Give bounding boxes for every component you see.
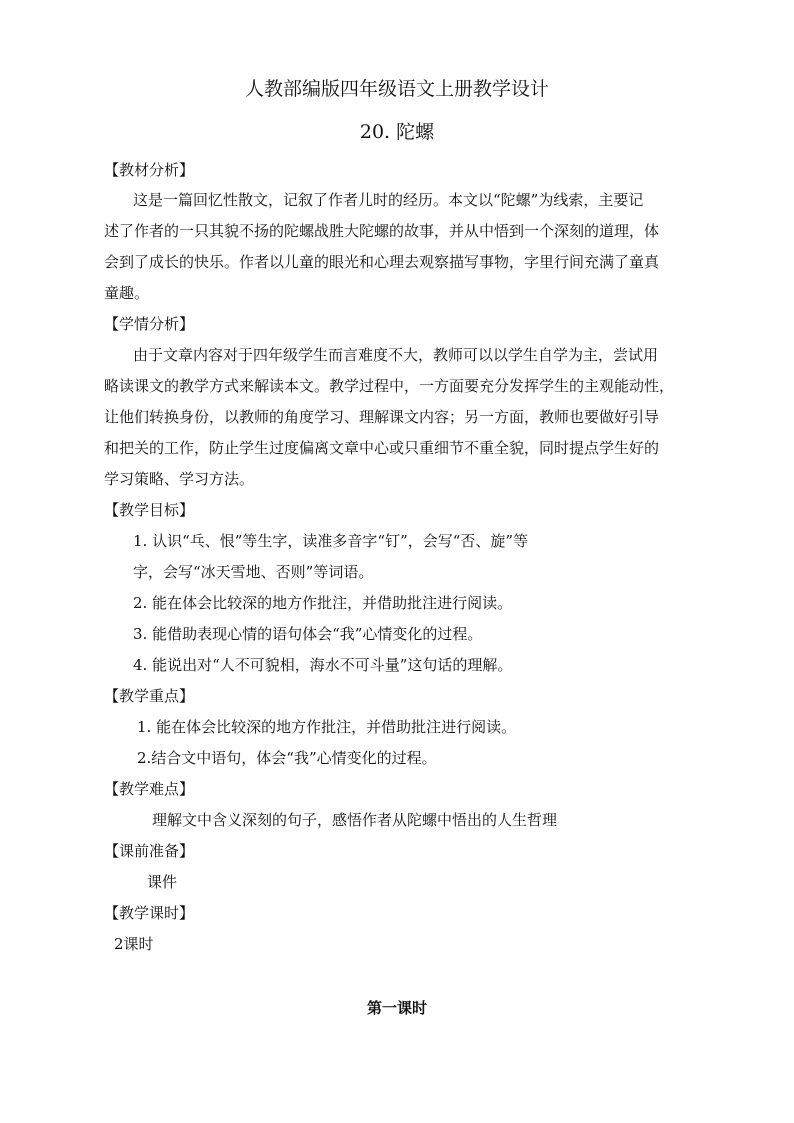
paragraph-line: 会到了成长的快乐。作者以儿童的眼光和心理去观察描写事物，字里行间充满了童真 bbox=[104, 253, 660, 271]
paragraph-line: 略读课文的教学方式来解读本文。教学过程中，一方面要充分发挥学生的主观能动性， bbox=[104, 377, 675, 395]
section-heading-mubiao: 【教学目标】 bbox=[104, 501, 195, 519]
section-heading-zhunbei: 【课前准备】 bbox=[104, 842, 195, 860]
section-heading-jiaocai: 【教材分析】 bbox=[104, 161, 195, 179]
lesson-title: 20. 陀螺 bbox=[359, 121, 435, 143]
paragraph-line: 由于文章内容对于四年级学生而言难度不大，教师可以以学生自学为主，尝试用 bbox=[133, 346, 659, 364]
document-title: 人教部编版四年级语文上册教学设计 bbox=[244, 78, 549, 100]
paragraph-line: 课件 bbox=[147, 873, 178, 891]
list-item: 3. 能借助表现心情的语句体会“我”心情变化的过程。 bbox=[133, 625, 483, 643]
list-item: 字，会写“冰天雪地、否则”等词语。 bbox=[133, 563, 374, 581]
paragraph-line: 述了作者的一只其貌不扬的陀螺战胜大陀螺的故事，并从中悟到一个深刻的道理，体 bbox=[104, 222, 660, 240]
paragraph-line: 让他们转换身份，以教师的角度学习、理解课文内容；另一方面，教师也要做好引导 bbox=[104, 408, 660, 426]
list-item: 1. 认识“乓、恨”等生字，读准多音字“钉”，会写“否、旋”等 bbox=[133, 532, 529, 550]
list-item: 1. 能在体会比较深的地方作批注，并借助批注进行阅读。 bbox=[137, 718, 517, 736]
paragraph-line: 学习策略、学习方法。 bbox=[104, 470, 255, 488]
paragraph-line: 2课时 bbox=[114, 935, 154, 953]
paragraph-line: 理解文中含义深刻的句子，感悟作者从陀螺中悟出的人生哲理 bbox=[152, 811, 558, 829]
paragraph-line: 和把关的工作，防止学生过度偏离文章中心或只重细节不重全貌，同时提点学生好的 bbox=[104, 439, 660, 457]
section-heading-xueqing: 【学情分析】 bbox=[104, 315, 195, 333]
section-heading-keshi: 【教学课时】 bbox=[104, 904, 195, 922]
list-item: 4. 能说出对“人不可貌相，海水不可斗量”这句话的理解。 bbox=[133, 656, 513, 674]
paragraph-line: 这是一篇回忆性散文，记叙了作者儿时的经历。本文以“陀螺”为线索，主要记 bbox=[133, 191, 644, 209]
period-heading: 第一课时 bbox=[366, 999, 427, 1017]
list-item: 2. 能在体会比较深的地方作批注，并借助批注进行阅读。 bbox=[133, 594, 513, 612]
section-heading-zhongdian: 【教学重点】 bbox=[104, 687, 195, 705]
section-heading-nandian: 【教学难点】 bbox=[104, 780, 195, 798]
list-item: 2.结合文中语句，体会“我”心情变化的过程。 bbox=[137, 749, 437, 767]
paragraph-line: 童趣。 bbox=[104, 284, 150, 302]
